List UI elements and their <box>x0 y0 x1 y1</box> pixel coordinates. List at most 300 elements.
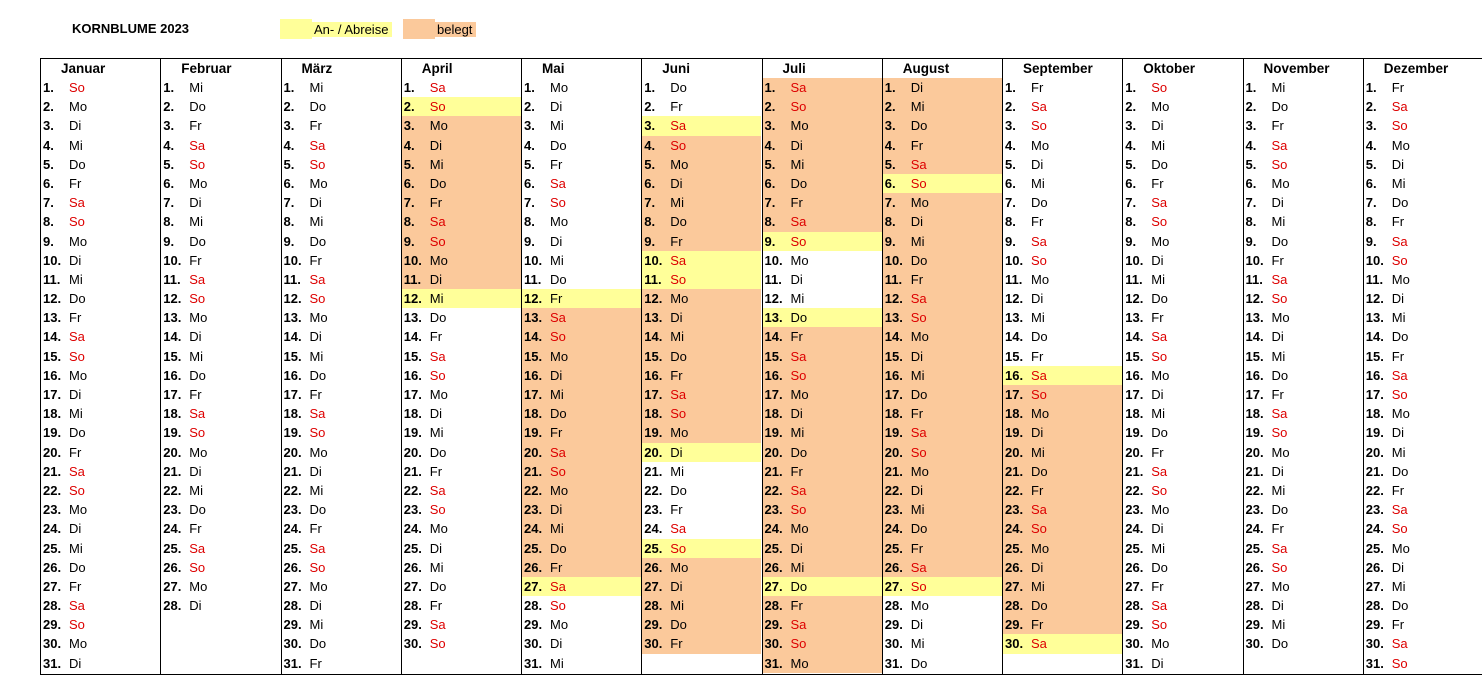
weekday-label: Mo <box>1151 367 1170 383</box>
weekday-label: Mo <box>790 252 809 268</box>
day-number: 17. <box>1245 387 1264 402</box>
day-cell <box>1003 404 1122 423</box>
day-number: 3. <box>1005 118 1016 134</box>
weekday-label: Mo <box>189 310 208 326</box>
day-cell <box>883 596 1002 615</box>
day-number: 2. <box>1365 99 1377 115</box>
day-cell <box>1364 462 1482 481</box>
weekday-label: Sa <box>550 310 566 326</box>
day-number: 6. <box>1365 175 1377 191</box>
day-cell <box>282 174 401 193</box>
day-cell <box>883 558 1002 577</box>
day-cell <box>41 327 160 346</box>
weekday-label: Do <box>189 367 206 383</box>
day-number: 18. <box>764 406 783 422</box>
day-cell <box>763 136 882 155</box>
month-header: Mai <box>542 61 565 76</box>
day-number: 28. <box>884 598 903 614</box>
day-cell <box>522 289 641 308</box>
day-cell <box>883 443 1002 462</box>
day-cell <box>1003 615 1122 634</box>
weekday-label: Do <box>910 118 928 134</box>
day-number: 9. <box>644 233 656 249</box>
weekday-label: Sa <box>429 617 446 633</box>
day-cell <box>282 443 401 462</box>
weekday-label: Do <box>309 99 327 115</box>
day-cell <box>1123 308 1242 327</box>
day-number: 8. <box>403 214 415 230</box>
day-number: 4. <box>764 137 776 153</box>
day-number: 24. <box>1125 521 1144 537</box>
day-cell <box>402 116 521 135</box>
day-number: 18. <box>1245 406 1264 422</box>
day-cell <box>1003 136 1122 155</box>
day-number: 1. <box>403 80 415 95</box>
day-number: 28. <box>524 598 543 614</box>
weekday-label: So <box>1391 655 1408 671</box>
weekday-label: Do <box>309 636 327 652</box>
day-number: 3. <box>764 118 776 134</box>
weekday-label: Sa <box>1391 502 1408 518</box>
weekday-label: Di <box>1151 252 1164 268</box>
day-cell <box>883 116 1002 135</box>
weekday-label: Mo <box>189 175 208 191</box>
day-cell <box>1364 136 1482 155</box>
day-number: 2. <box>403 99 415 115</box>
day-number: 19. <box>884 425 903 441</box>
day-cell <box>161 155 280 174</box>
day-cell <box>1364 634 1482 653</box>
weekday-label: Di <box>1271 598 1284 614</box>
weekday-label: So <box>910 444 927 460</box>
weekday-label: Do <box>189 233 206 249</box>
day-cell <box>402 462 521 481</box>
day-number: 24. <box>283 521 302 537</box>
weekday-label: Fr <box>670 636 683 652</box>
weekday-label: Di <box>910 80 924 95</box>
day-cell <box>282 615 401 634</box>
weekday-label: Mi <box>1271 617 1286 633</box>
day-cell <box>1244 193 1363 212</box>
day-number: 28. <box>764 598 783 614</box>
weekday-label: So <box>1151 617 1168 633</box>
weekday-label: Di <box>550 636 563 652</box>
day-cell <box>522 193 641 212</box>
day-number: 26. <box>884 559 903 575</box>
weekday-label: Mi <box>1391 175 1406 191</box>
day-number: 2. <box>163 99 175 115</box>
day-number: 11. <box>283 271 301 287</box>
day-cell <box>1123 500 1242 519</box>
weekday-label: Sa <box>189 540 206 556</box>
day-number: 18. <box>163 406 182 422</box>
weekday-label: So <box>1271 425 1288 441</box>
day-number: 5. <box>163 156 175 172</box>
day-number: 27. <box>43 578 62 594</box>
day-cell <box>522 558 641 577</box>
day-cell <box>1123 519 1242 538</box>
day-cell <box>1003 596 1122 615</box>
day-number: 8. <box>1125 214 1137 230</box>
day-cell <box>41 404 160 423</box>
month-header: Januar <box>61 61 106 76</box>
weekday-label: Mo <box>429 387 448 402</box>
day-number: 10. <box>884 252 903 268</box>
day-number: 9. <box>1245 233 1257 249</box>
day-number: 31. <box>884 655 903 671</box>
day-number: 16. <box>1125 367 1144 383</box>
day-number: 30. <box>403 636 422 652</box>
day-number: 7. <box>403 195 415 211</box>
day-cell <box>763 327 882 346</box>
day-number: 17. <box>163 387 182 402</box>
weekday-label: Sa <box>1031 233 1047 249</box>
day-cell <box>41 347 160 366</box>
day-number: 15. <box>524 348 543 364</box>
weekday-label: Do <box>670 348 687 364</box>
day-number: 19. <box>644 425 663 441</box>
weekday-label: So <box>910 175 927 191</box>
day-number: 9. <box>524 233 535 249</box>
day-cell <box>1244 136 1363 155</box>
weekday-label: So <box>1391 387 1408 402</box>
day-cell <box>161 500 280 519</box>
day-cell <box>883 481 1002 500</box>
day-number: 26. <box>163 559 182 575</box>
day-number: 12. <box>764 291 783 307</box>
legend-arrival <box>280 19 392 39</box>
weekday-label: Fr <box>1151 310 1164 326</box>
weekday-label: Fr <box>1391 214 1405 230</box>
day-cell <box>161 558 280 577</box>
day-number: 31. <box>1125 655 1144 671</box>
day-number: 8. <box>1005 214 1016 230</box>
weekday-label: Sa <box>69 463 85 479</box>
month-column <box>762 59 882 674</box>
day-cell <box>763 577 882 596</box>
weekday-label: Mi <box>189 214 203 230</box>
day-cell <box>763 193 882 212</box>
weekday-label: So <box>1031 387 1047 402</box>
day-cell <box>282 654 401 673</box>
weekday-label: Mi <box>1031 175 1045 191</box>
day-cell <box>1244 539 1363 558</box>
day-number: 11. <box>1365 271 1384 287</box>
day-number: 7. <box>1245 195 1257 211</box>
weekday-label: Mi <box>69 406 83 422</box>
day-number: 16. <box>644 367 663 383</box>
day-number: 31. <box>764 655 783 671</box>
day-number: 11. <box>1005 271 1023 287</box>
weekday-label: So <box>1271 291 1288 307</box>
weekday-label: So <box>1391 252 1408 268</box>
day-number: 22. <box>644 482 663 498</box>
day-number: 22. <box>43 482 62 498</box>
day-number: 20. <box>1005 444 1024 460</box>
weekday-label: Do <box>1391 598 1409 614</box>
weekday-label: Sa <box>670 521 687 537</box>
day-number: 21. <box>43 463 62 479</box>
day-number: 20. <box>1245 444 1264 460</box>
day-cell <box>522 385 641 404</box>
weekday-label: Sa <box>1271 540 1288 556</box>
day-cell <box>522 116 641 135</box>
day-number: 23. <box>403 502 422 518</box>
weekday-label: Do <box>1391 195 1409 211</box>
day-number: 23. <box>43 502 62 518</box>
day-cell <box>282 136 401 155</box>
weekday-label: Mo <box>309 175 328 191</box>
weekday-label: Mo <box>1031 540 1050 556</box>
month-column <box>160 59 280 674</box>
day-number: 20. <box>644 444 663 460</box>
weekday-label: So <box>670 137 687 153</box>
day-number: 20. <box>403 444 422 460</box>
day-number: 24. <box>1005 521 1024 537</box>
day-cell <box>1123 174 1242 193</box>
day-number: 13. <box>163 310 182 326</box>
weekday-label: Do <box>1151 425 1168 441</box>
day-cell <box>41 481 160 500</box>
weekday-label: So <box>1151 214 1168 230</box>
weekday-label: Fr <box>1391 80 1405 95</box>
day-number: 5. <box>1245 156 1257 172</box>
day-number: 31. <box>43 655 62 671</box>
weekday-label: Do <box>790 175 808 191</box>
weekday-label: Di <box>1031 156 1044 172</box>
weekday-label: Mo <box>429 118 448 134</box>
day-cell <box>883 539 1002 558</box>
day-number: 8. <box>524 214 535 230</box>
weekday-label: So <box>69 80 85 95</box>
day-cell <box>1123 443 1242 462</box>
weekday-label: Mo <box>1151 233 1170 249</box>
day-cell <box>763 634 882 653</box>
day-number: 13. <box>1365 310 1384 326</box>
day-cell <box>1123 423 1242 442</box>
day-number: 13. <box>43 310 62 326</box>
day-number: 1. <box>1365 80 1377 95</box>
day-cell <box>41 577 160 596</box>
weekday-label: Sa <box>309 271 326 287</box>
day-cell <box>282 539 401 558</box>
day-number: 11. <box>403 271 422 287</box>
weekday-label: Do <box>1271 502 1289 518</box>
weekday-label: Mi <box>429 156 444 172</box>
weekday-label: Mi <box>189 80 203 95</box>
day-number: 26. <box>403 559 422 575</box>
day-number: 21. <box>283 463 302 479</box>
weekday-label: Sa <box>1271 137 1288 153</box>
weekday-label: Mo <box>790 521 809 537</box>
day-cell <box>883 327 1002 346</box>
day-number: 30. <box>283 636 302 652</box>
day-number: 2. <box>1245 99 1257 115</box>
weekday-label: Mi <box>670 329 684 345</box>
weekday-label: Do <box>670 80 687 95</box>
day-cell <box>1003 327 1122 346</box>
day-cell <box>402 519 521 538</box>
weekday-label: Do <box>670 617 687 633</box>
day-cell <box>522 212 641 231</box>
day-cell <box>402 385 521 404</box>
day-number: 16. <box>1005 367 1024 383</box>
day-number: 12. <box>884 291 903 307</box>
weekday-label: Sa <box>189 137 206 153</box>
day-number: 11. <box>524 271 542 287</box>
day-number: 4. <box>403 137 415 153</box>
day-cell <box>883 97 1002 116</box>
day-number: 29. <box>1005 617 1024 633</box>
day-number: 10. <box>163 252 182 268</box>
weekday-label: Di <box>1031 559 1044 575</box>
weekday-label: Mi <box>1271 214 1286 230</box>
day-cell <box>402 308 521 327</box>
day-cell <box>1003 500 1122 519</box>
day-cell <box>1003 366 1122 385</box>
day-cell <box>522 615 641 634</box>
day-cell <box>161 78 280 97</box>
weekday-label: Sa <box>910 425 927 441</box>
weekday-label: Di <box>910 214 924 230</box>
day-cell <box>763 558 882 577</box>
weekday-label: Mo <box>790 387 809 402</box>
day-cell <box>1364 327 1482 346</box>
day-cell <box>1244 596 1363 615</box>
day-cell <box>41 558 160 577</box>
day-number: 15. <box>1365 348 1384 364</box>
day-number: 8. <box>764 214 776 230</box>
day-cell <box>1123 596 1242 615</box>
day-number: 23. <box>1365 502 1384 518</box>
weekday-label: Sa <box>910 291 927 307</box>
weekday-label: Mo <box>69 367 88 383</box>
weekday-label: Di <box>1151 521 1164 537</box>
day-number: 13. <box>764 310 783 326</box>
day-cell <box>1244 212 1363 231</box>
weekday-label: Di <box>69 387 82 402</box>
weekday-label: Mo <box>189 578 208 594</box>
day-number: 18. <box>1365 406 1384 422</box>
day-cell <box>1003 347 1122 366</box>
day-number: 1. <box>884 80 896 95</box>
day-number: 6. <box>1005 175 1016 191</box>
day-cell <box>522 500 641 519</box>
day-cell <box>1003 519 1122 538</box>
day-number: 19. <box>43 425 62 441</box>
day-cell <box>883 577 1002 596</box>
day-number: 23. <box>163 502 182 518</box>
weekday-label: Sa <box>550 444 566 460</box>
day-number: 30. <box>524 636 543 652</box>
weekday-label: Mo <box>1271 578 1290 594</box>
day-cell <box>763 232 882 251</box>
day-cell <box>282 97 401 116</box>
day-cell <box>1364 289 1482 308</box>
day-cell <box>41 615 160 634</box>
weekday-label: So <box>429 99 446 115</box>
day-cell <box>161 596 280 615</box>
day-cell <box>763 654 882 673</box>
day-cell <box>522 481 641 500</box>
day-number: 1. <box>1245 80 1257 95</box>
weekday-label: Fr <box>189 118 202 134</box>
day-cell <box>282 366 401 385</box>
day-number: 24. <box>1365 521 1384 537</box>
weekday-label: Do <box>189 99 206 115</box>
day-cell <box>883 519 1002 538</box>
year-calendar <box>40 58 1482 675</box>
weekday-label: Do <box>910 521 928 537</box>
day-number: 7. <box>1005 195 1016 211</box>
weekday-label: Mo <box>910 195 929 211</box>
weekday-label: Mi <box>670 463 684 479</box>
day-number: 15. <box>1245 348 1264 364</box>
day-number: 29. <box>403 617 422 633</box>
weekday-label: Sa <box>790 80 807 95</box>
day-number: 1. <box>1125 80 1137 95</box>
day-cell <box>1003 423 1122 442</box>
day-number: 10. <box>1365 252 1384 268</box>
day-number: 1. <box>43 80 54 95</box>
day-number: 3. <box>163 118 175 134</box>
day-cell <box>1123 327 1242 346</box>
weekday-label: Mo <box>1271 310 1290 326</box>
day-number: 4. <box>43 137 54 153</box>
day-cell <box>41 423 160 442</box>
day-number: 13. <box>283 310 302 326</box>
day-number: 17. <box>524 387 543 402</box>
day-number: 14. <box>43 329 62 345</box>
day-cell <box>1244 423 1363 442</box>
weekday-label: Mi <box>670 598 684 614</box>
page-title: KORNBLUME 2023 <box>72 21 190 36</box>
day-number: 16. <box>524 367 543 383</box>
day-number: 22. <box>1365 482 1384 498</box>
day-number: 27. <box>884 578 903 594</box>
weekday-label: Sa <box>309 137 326 153</box>
month-column <box>401 59 521 674</box>
day-number: 12. <box>43 291 62 307</box>
day-number: 25. <box>764 540 783 556</box>
weekday-label: Fr <box>429 463 443 479</box>
day-cell <box>402 558 521 577</box>
day-cell <box>402 481 521 500</box>
weekday-label: Sa <box>1031 367 1047 383</box>
day-number: 26. <box>283 559 302 575</box>
day-number: 24. <box>403 521 422 537</box>
day-cell <box>282 193 401 212</box>
day-cell <box>1003 443 1122 462</box>
day-number: 3. <box>283 118 295 134</box>
day-number: 5. <box>884 156 896 172</box>
weekday-label: Di <box>550 99 563 115</box>
day-number: 25. <box>403 540 422 556</box>
day-number: 28. <box>43 598 62 614</box>
weekday-label: Fr <box>910 540 924 556</box>
day-number: 7. <box>283 195 295 211</box>
day-cell <box>1244 615 1363 634</box>
day-cell <box>763 347 882 366</box>
day-cell <box>522 423 641 442</box>
day-cell <box>763 289 882 308</box>
day-number: 25. <box>884 540 903 556</box>
day-cell <box>1364 500 1482 519</box>
weekday-label: Sa <box>189 406 206 422</box>
day-number: 20. <box>43 444 62 460</box>
day-cell <box>1244 366 1363 385</box>
weekday-label: Mi <box>910 233 925 249</box>
